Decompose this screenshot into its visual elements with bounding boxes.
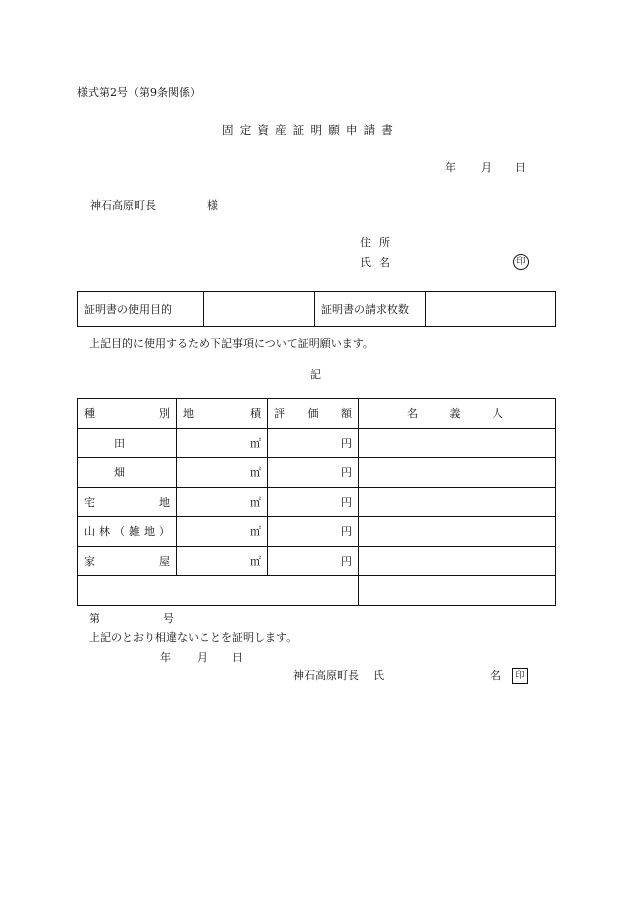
form-number: 様式第2号（第9条関係）: [77, 86, 201, 99]
area-cell[interactable]: [177, 517, 268, 547]
applicant-name-label: 氏名: [360, 256, 398, 269]
value-unit: 円: [341, 436, 352, 450]
application-date-year: 年: [445, 161, 456, 174]
holder-cell[interactable]: [359, 428, 556, 458]
kind-cell: [78, 517, 177, 547]
certificate-date-day: 日: [232, 651, 243, 664]
certificate-date-year: 年: [160, 651, 171, 664]
value-cell[interactable]: [268, 487, 359, 517]
area-unit: ㎡: [250, 525, 261, 539]
header-value: [268, 399, 359, 429]
header-area: [177, 399, 268, 429]
value-unit: 円: [341, 525, 352, 539]
header-value-char: 価: [307, 407, 319, 421]
table-row: [78, 546, 556, 576]
table-row: [78, 576, 556, 606]
area-cell[interactable]: [177, 546, 268, 576]
applicant-seal-mark: 印: [513, 254, 529, 270]
certificate-date-month: 月: [197, 651, 208, 664]
kind-cell: [78, 546, 177, 576]
kind-char: 家: [84, 554, 95, 568]
applicant-address-label: 住所: [360, 236, 398, 249]
request-statement: 上記目的に使用するため下記事項について証明願います。: [89, 337, 374, 350]
table-row: [78, 458, 556, 488]
area-unit: ㎡: [250, 466, 261, 480]
value-cell[interactable]: [268, 517, 359, 547]
header-area-char: 地: [183, 407, 194, 421]
purpose-label: 証明書の使用目的: [78, 292, 204, 327]
header-holder: [359, 399, 556, 429]
table-row: [78, 428, 556, 458]
value-cell[interactable]: [268, 458, 359, 488]
kind-char: 屋: [159, 554, 170, 568]
purpose-table: [77, 291, 556, 327]
kind-char: 地: [144, 525, 155, 539]
value-unit: 円: [341, 554, 352, 568]
value-cell[interactable]: [268, 546, 359, 576]
header-kind-char: 別: [159, 407, 170, 421]
kind-char: ）: [159, 525, 170, 539]
certification-statement: 上記のとおり相違ないことを証明します。: [89, 631, 298, 644]
header-area-char: 積: [250, 407, 261, 421]
kind-cell: 畑: [78, 458, 177, 488]
honorific: 様: [207, 199, 218, 212]
property-table: [77, 398, 556, 606]
table-header-row: [78, 399, 556, 429]
purpose-field[interactable]: [204, 292, 315, 327]
certificate-number-prefix: 第: [89, 612, 100, 625]
kind-char: （: [114, 525, 125, 539]
holder-cell[interactable]: [359, 458, 556, 488]
holder-cell[interactable]: [359, 576, 556, 606]
kind-char: 宅: [84, 495, 95, 509]
count-field[interactable]: [426, 292, 556, 327]
issuer-title: 神石高原町長: [293, 669, 359, 682]
area-unit: ㎡: [250, 495, 261, 509]
area-cell[interactable]: [177, 458, 268, 488]
document-title: 固定資産証明願申請書: [222, 123, 399, 137]
issuer-name-right: 名: [490, 669, 501, 682]
value-unit: 円: [341, 466, 352, 480]
certificate-number-suffix: 号: [163, 612, 174, 625]
area-cell[interactable]: [177, 487, 268, 517]
addressee: 神石高原町長: [90, 199, 156, 212]
value-cell[interactable]: [268, 428, 359, 458]
blank-cell[interactable]: [78, 576, 359, 606]
header-kind-char: 種: [84, 407, 95, 421]
header-value-char: 額: [341, 407, 352, 421]
table-row: [78, 487, 556, 517]
header-holder-char: 名: [407, 407, 418, 421]
kind-char: 山: [84, 525, 95, 539]
application-date-day: 日: [515, 161, 526, 174]
holder-cell[interactable]: [359, 517, 556, 547]
ki-heading: 記: [310, 368, 321, 381]
kind-cell: 田: [78, 428, 177, 458]
kind-char: 林: [99, 525, 110, 539]
issuer-name-left: 氏: [373, 669, 384, 682]
area-unit: ㎡: [250, 436, 261, 450]
holder-cell[interactable]: [359, 546, 556, 576]
area-unit: ㎡: [250, 554, 261, 568]
kind-char: 地: [159, 495, 170, 509]
holder-cell[interactable]: [359, 487, 556, 517]
application-date-month: 月: [481, 161, 492, 174]
kind-cell: [78, 487, 177, 517]
table-row: [78, 517, 556, 547]
header-value-char: 評: [274, 407, 285, 421]
value-unit: 円: [341, 495, 352, 509]
header-holder-char: 義: [449, 407, 461, 421]
header-kind: [78, 399, 177, 429]
area-cell[interactable]: [177, 428, 268, 458]
count-label: 証明書の請求枚数: [315, 292, 426, 327]
header-holder-char: 人: [492, 407, 503, 421]
official-seal-mark: 印: [512, 668, 528, 684]
kind-char: 雑: [129, 525, 140, 539]
